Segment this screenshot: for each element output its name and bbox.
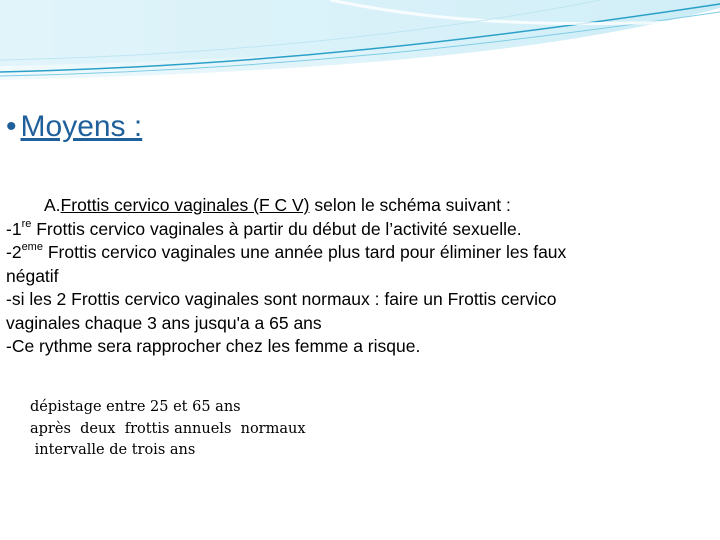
body-line-4: négatif <box>6 265 59 286</box>
body-line-2 <box>6 218 706 242</box>
note-line: dépistage entre 25 et 65 ans <box>30 399 241 415</box>
line2-post: Frottis cervico vaginales à partir du début de l’activité sexuelle. <box>31 218 522 239</box>
body-line-5: -si les 2 Frottis cervico vaginales sont normaux : faire un Frottis cervico <box>6 289 557 309</box>
body-line-1 <box>6 194 706 218</box>
heading-bullet: • <box>6 110 17 143</box>
line2-sup: re <box>21 217 32 230</box>
line1-underlined: Frottis cervico vaginales (F C V) <box>60 195 310 215</box>
body-text <box>6 194 706 359</box>
line2-pre: -1 <box>6 218 22 239</box>
slide-heading <box>6 110 142 144</box>
note-line: après deux frottis annuels normaux <box>30 420 306 437</box>
notes-block <box>30 397 306 462</box>
body-line-6: vaginales chaque 3 ans jusqu'a a 65 ans <box>6 312 322 333</box>
body-line-7: -Ce rythme sera rapprocher chez les femme a risque. <box>6 336 421 356</box>
line1-prefix: A. <box>44 195 61 215</box>
line3-post: Frottis cervico vaginales une année plus tard pour éliminer les faux <box>42 242 567 262</box>
heading-title: Moyens : <box>20 110 143 143</box>
line3-pre: -2 <box>6 242 22 262</box>
line3-sup: eme <box>21 241 43 254</box>
decorative-wave-header <box>0 0 720 90</box>
line1-rest: selon le schéma suivant : <box>309 195 511 215</box>
body-line-3 <box>6 241 706 265</box>
note-line: intervalle de trois ans <box>30 442 196 458</box>
